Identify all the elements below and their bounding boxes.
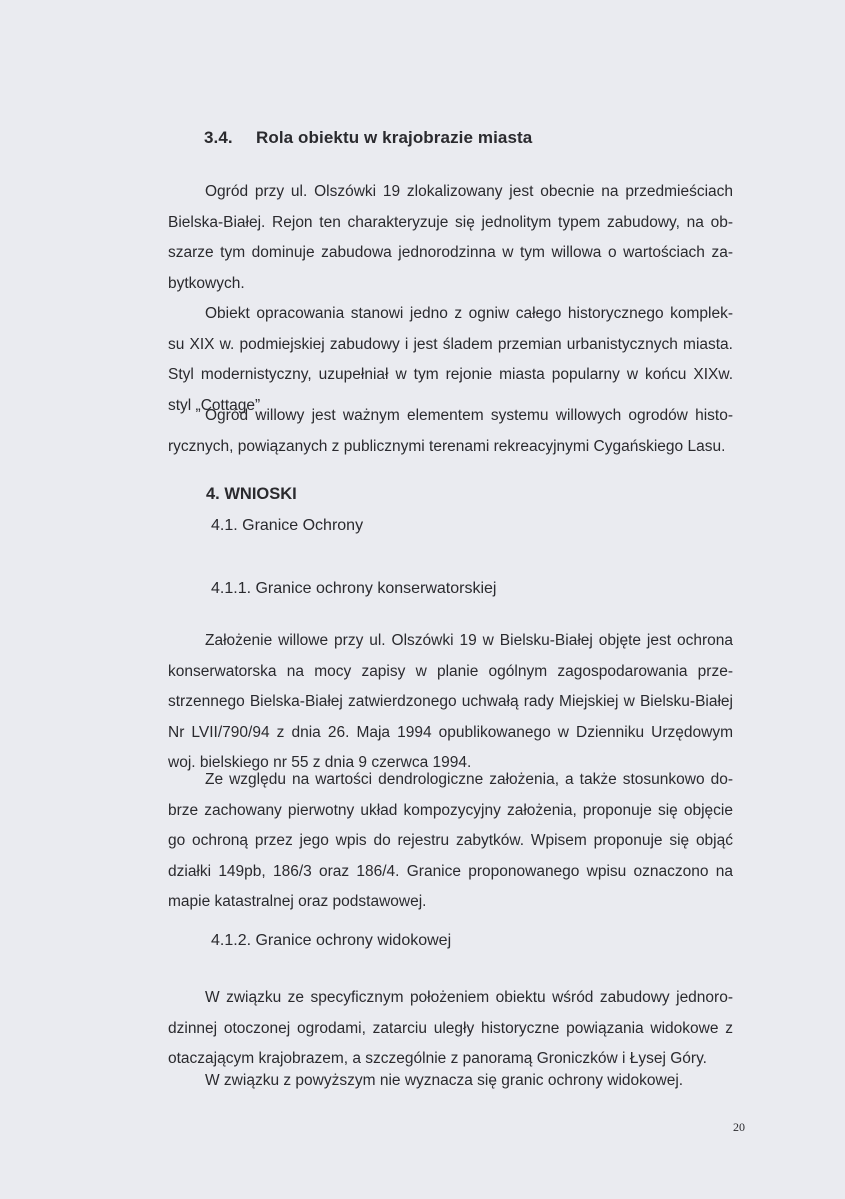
section-heading-4-1: 4.1. Granice Ochrony [211, 517, 364, 534]
text-line: brze zachowany pierwotny układ kompozycyjny założenia, proponuje się objęcie [168, 801, 733, 819]
text-line: otaczającym krajobrazem, a szczególnie z panoramą Groniczków i Łysej Góry. [168, 1050, 707, 1067]
text-line: W związku ze specyficznym położeniem obiektu wśród zabudowy jednoro- [205, 989, 733, 1006]
text-line: styl „Cottage” [168, 396, 261, 414]
text-line: Nr LVII/790/94 z dnia 26. Maja 1994 opublikowanego w Dzienniku Urzędowym [168, 723, 733, 741]
text-line: su XIX w. podmiejskiej zabudowy i jest śladem przemian urbanistycznych miasta. [168, 335, 733, 353]
section-heading-4-1-1: 4.1.1. Granice ochrony konserwatorskiej [211, 580, 497, 597]
text-line: Założenie willowe przy ul. Olszówki 19 w Bielsku-Białej objęte jest ochrona [205, 632, 733, 649]
text-line: Ogród willowy jest ważnym elementem systemu willowych ogrodów histo- [205, 407, 733, 424]
paragraph-1 [168, 177, 733, 299]
section-heading-4: 4. WNIOSKI [206, 485, 297, 503]
section-number: 3.4. [204, 128, 233, 147]
text-line: Ogród przy ul. Olszówki 19 zlokalizowany jest obecnie na przedmieściach [205, 183, 733, 200]
text-line: działki 149pb, 186/3 oraz 186/4. Granice proponowanego wpisu oznaczono na [168, 862, 733, 880]
text-line: konserwatorska na mocy zapisy w planie ogólnym zagospodarowania prze- [168, 662, 733, 680]
text-line: Ze względu na wartości dendrologiczne założenia, a także stosunkowo do- [205, 771, 733, 788]
text-line: Styl modernistyczny, uzupełniał w tym rejonie miasta popularny w końcu XIXw. [168, 366, 733, 383]
paragraph-6 [168, 983, 733, 1075]
text-line: go ochroną przez jego wpis do rejestru zabytków. Wpisem proponuje się objąć [168, 832, 733, 849]
text-line: dzinnej otoczonej ogrodami, zatarciu uległy historyczne powiązania widokowe z [168, 1019, 733, 1037]
text-line: strzennego Bielska-Białej zatwierdzonego uchwałą rady Miejskiej w Bielsku-Białej [168, 693, 733, 710]
paragraph-5 [168, 765, 733, 918]
text-line: Obiekt opracowania stanowi jedno z ogniw całego historycznego komplek- [205, 305, 733, 322]
page-number: 20 [733, 1120, 745, 1134]
section-heading-3-4 [204, 128, 532, 148]
paragraph-4 [168, 626, 733, 779]
text-line: szarze tym dominuje zabudowa jednorodzinna w tym willowa o wartościach za- [168, 244, 733, 261]
section-heading-4-1-2: 4.1.2. Granice ochrony widokowej [211, 932, 452, 949]
text-line: bytkowych. [168, 274, 245, 292]
text-line: rycznych, powiązanych z publicznymi terenami rekreacyjnymi Cygańskiego Lasu. [168, 437, 726, 455]
text-line: Bielska-Białej. Rejon ten charakteryzuje się jednolitym typem zabudowy, na ob- [168, 213, 733, 231]
paragraph-7 [168, 1066, 733, 1097]
text-line: mapie katastralnej oraz podstawowej. [168, 893, 427, 910]
text-line: woj. bielskiego nr 55 z dnia 9 czerwca 1994. [168, 754, 472, 771]
text-line: W związku z powyższym nie wyznacza się granic ochrony widokowej. [205, 1072, 684, 1089]
section-title: Rola obiektu w krajobrazie miasta [256, 128, 533, 147]
paragraph-3 [168, 401, 733, 462]
